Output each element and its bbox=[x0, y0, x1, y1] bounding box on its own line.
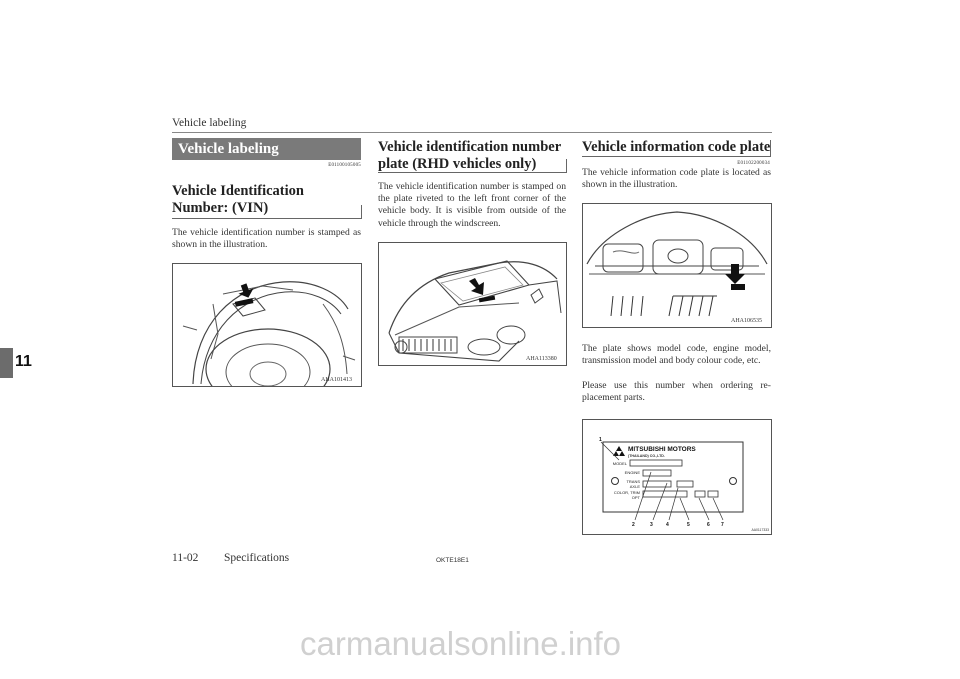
header-rule bbox=[172, 132, 772, 133]
plate-label-color-trim: COLOR, TRIM bbox=[613, 490, 640, 495]
plate-label-axle: AXLE bbox=[629, 484, 640, 489]
callout-6: 6 bbox=[707, 522, 710, 528]
footer-page-number: 11-02 bbox=[172, 552, 199, 564]
plate-rhd-heading-rule bbox=[378, 172, 566, 173]
callout-3: 3 bbox=[650, 522, 653, 528]
info-plate-paragraph-2: The plate shows model code, engine model, transmission model and body colour code, etc. bbox=[582, 343, 771, 367]
footer-section: Specifications bbox=[224, 552, 290, 564]
plate-label-opt: OPT bbox=[631, 495, 640, 500]
engine-bay-illustration bbox=[583, 204, 771, 327]
plate-rhd-heading-tick bbox=[566, 159, 567, 173]
info-plate-paragraph-1: The vehicle information code plate is located as shown in the illustration. bbox=[582, 167, 771, 191]
running-header: Vehicle labeling bbox=[172, 117, 247, 129]
vin-figure-code: AHA101413 bbox=[321, 377, 352, 383]
callout-1: 1 bbox=[599, 437, 602, 443]
plate-rhd-illustration bbox=[379, 243, 566, 365]
plate-sub-brand: (THAILAND) CO.,LTD. bbox=[628, 454, 665, 458]
chapter-number: 11 bbox=[15, 353, 32, 370]
mitsubishi-logo-icon bbox=[613, 446, 625, 456]
footer-doc-code: OKTE18E1 bbox=[436, 557, 469, 564]
plate-rhd-heading: Vehicle identification number plate (RHD vehicles only) bbox=[378, 139, 561, 172]
info-plate-heading: Vehicle information code plate bbox=[582, 139, 771, 155]
vin-heading-rule bbox=[172, 218, 361, 219]
watermark: carmanualsonline.info bbox=[300, 625, 622, 662]
vin-paragraph: The vehicle identification number is stamped as shown in the illustration. bbox=[172, 227, 361, 251]
info-plate-heading-rule bbox=[582, 156, 770, 157]
code-plate-illustration bbox=[583, 420, 771, 534]
info-plate-heading-tick bbox=[770, 140, 771, 157]
plate-label-model: MODEL bbox=[612, 461, 627, 466]
callout-4: 4 bbox=[666, 522, 669, 528]
info-plate-figure-code: AHA106535 bbox=[731, 318, 762, 324]
vin-heading: Vehicle Identification Number: (VIN) bbox=[172, 183, 304, 216]
info-plate-figure bbox=[582, 203, 772, 328]
section-code: E01100105005 bbox=[328, 163, 361, 168]
code-plate-figure-code: AA0117333 bbox=[751, 528, 769, 532]
vin-illustration bbox=[173, 264, 361, 386]
info-plate-code: E01102200034 bbox=[737, 161, 770, 166]
plate-label-trans: TRANS bbox=[626, 479, 640, 484]
plate-label-engine: ENGINE bbox=[624, 470, 640, 475]
callout-7: 7 bbox=[721, 522, 724, 528]
plate-rhd-figure-code: AHA113380 bbox=[526, 356, 557, 362]
plate-rhd-paragraph: The vehicle identification number is stamped on the plate riveted to the left front corner of the vehicle body. It is visible from outside of the vehicle through the windscreen. bbox=[378, 181, 566, 229]
vin-heading-tick bbox=[361, 205, 362, 219]
chapter-tab bbox=[0, 348, 13, 378]
plate-brand: MITSUBISHI MOTORS bbox=[628, 446, 696, 453]
section-title-bar: Vehicle labeling bbox=[172, 138, 361, 160]
plate-rhd-figure bbox=[378, 242, 567, 366]
vin-figure bbox=[172, 263, 362, 387]
code-plate-figure bbox=[582, 419, 772, 535]
callout-5: 5 bbox=[687, 522, 690, 528]
callout-2: 2 bbox=[632, 522, 635, 528]
info-plate-paragraph-3: Please use this number when ordering re-placement parts. bbox=[582, 380, 771, 404]
